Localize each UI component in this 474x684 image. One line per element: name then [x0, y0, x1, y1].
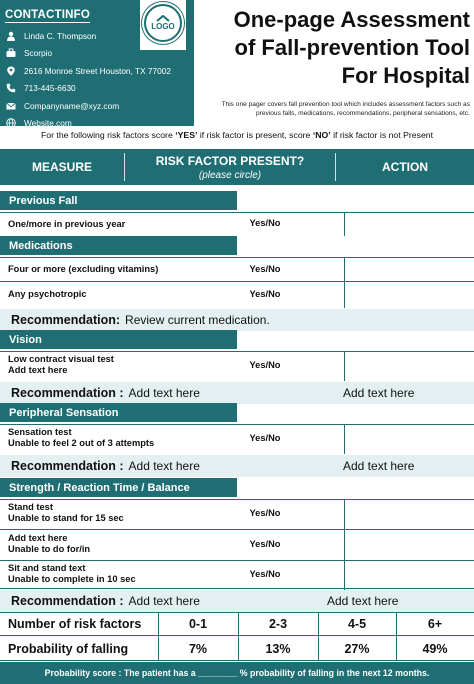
action-header: ACTION	[382, 160, 428, 174]
action-cell-divider	[344, 561, 345, 590]
action-cell-divider	[344, 500, 345, 529]
yes-no-option[interactable]: Yes/No	[249, 218, 281, 228]
email-icon	[5, 100, 17, 112]
action-text[interactable]: Add text here	[343, 459, 415, 473]
table-row: Sensation test Unable to feel 2 out of 3 attempts Yes/No	[0, 424, 474, 453]
measure-header: MEASURE	[31, 160, 92, 174]
table-row: Low contract visual test Add text here Yes/No	[0, 351, 474, 380]
person-icon	[5, 30, 17, 42]
phone-icon	[5, 82, 17, 94]
table-row: Four or more (excluding vitamins) Yes/No	[0, 257, 474, 280]
globe-icon	[5, 117, 17, 129]
recommendation-vision: Recommendation : Add text here Add text here	[0, 382, 474, 404]
yes-no-option[interactable]: Yes/No	[249, 539, 281, 549]
recommendation-medications: Recommendation: Review current medication.	[0, 309, 474, 331]
table-header	[0, 149, 474, 185]
action-cell-divider	[344, 425, 345, 454]
contact-title: CONTACTINFO	[5, 9, 91, 21]
yes-no-option[interactable]: Yes/No	[249, 433, 281, 443]
probability-row: Probability of falling 7% 13% 27% 49%	[0, 637, 474, 661]
table-row: Sit and stand text Unable to complete in 10 sec Yes/No	[0, 560, 474, 589]
yes-no-option[interactable]: Yes/No	[249, 508, 281, 518]
section-medications: Medications	[0, 236, 237, 255]
contact-email: Companyname@xyz.com	[5, 97, 180, 115]
logo-text: LOGO	[151, 22, 175, 31]
action-cell-divider	[344, 258, 345, 281]
risk-count-row: Number of risk factors 0-1 2-3 4-5 6+	[0, 612, 474, 636]
contact-phone: 713-445-6630	[5, 80, 180, 98]
section-peripheral-sensation: Peripheral Sensation	[0, 403, 237, 422]
yes-no-option[interactable]: Yes/No	[249, 289, 281, 299]
action-cell-divider	[344, 282, 345, 308]
instructions: For the following risk factors score ‘YES’ if risk factor is present, score ‘NO’ if risk factor is not Present	[40, 130, 434, 140]
recommendation-strength: Recommendation : Add text here Add text here	[0, 590, 474, 612]
yes-no-option[interactable]: Yes/No	[249, 569, 281, 579]
table-row: Add text here Unable to do for/in Yes/No	[0, 529, 474, 559]
page-title: One-page Assessment of Fall-prevention Tool For Hospital	[233, 7, 470, 88]
action-cell-divider	[344, 213, 345, 236]
company-logo	[142, 2, 184, 44]
section-previous-fall: Previous Fall	[0, 191, 237, 210]
page-subtitle: This one pager covers fall prevention tool which includes assessment factors such as previous falls, medications, recommendations, peripheral sensations, etc.	[221, 101, 470, 117]
contact-role: Scorpio	[5, 45, 180, 63]
location-icon	[5, 65, 17, 77]
action-cell-divider	[344, 530, 345, 560]
title-accent-bar	[186, 0, 194, 126]
action-cell-divider	[344, 352, 345, 381]
yes-no-option[interactable]: Yes/No	[249, 360, 281, 370]
risk-header: RISK FACTOR PRESENT? (please circle)	[155, 153, 305, 181]
action-text[interactable]: Add text here	[327, 594, 399, 608]
table-row: Stand test Unable to stand for 15 sec Yes/No	[0, 499, 474, 528]
yes-no-option[interactable]: Yes/No	[249, 264, 281, 274]
briefcase-icon	[5, 47, 17, 59]
table-row: Any psychotropic Yes/No	[0, 281, 474, 307]
recommendation-peripheral: Recommendation : Add text here Add text here	[0, 455, 474, 477]
probability-score-footer: Probability score : The patient has a ________ % probability of falling in the next 12 months.	[0, 662, 474, 684]
contact-name: Linda C. Thompson	[5, 27, 180, 45]
section-vision: Vision	[0, 330, 237, 349]
contact-address: 2616 Monroe Street Houston, TX 77002	[5, 62, 180, 80]
action-text[interactable]: Add text here	[343, 386, 415, 400]
section-strength: Strength / Reaction Time / Balance	[0, 478, 237, 497]
contact-website: Website.com	[5, 115, 180, 133]
table-row: One/more in previous year Yes/No	[0, 212, 474, 235]
logo-mark-icon	[156, 15, 170, 22]
